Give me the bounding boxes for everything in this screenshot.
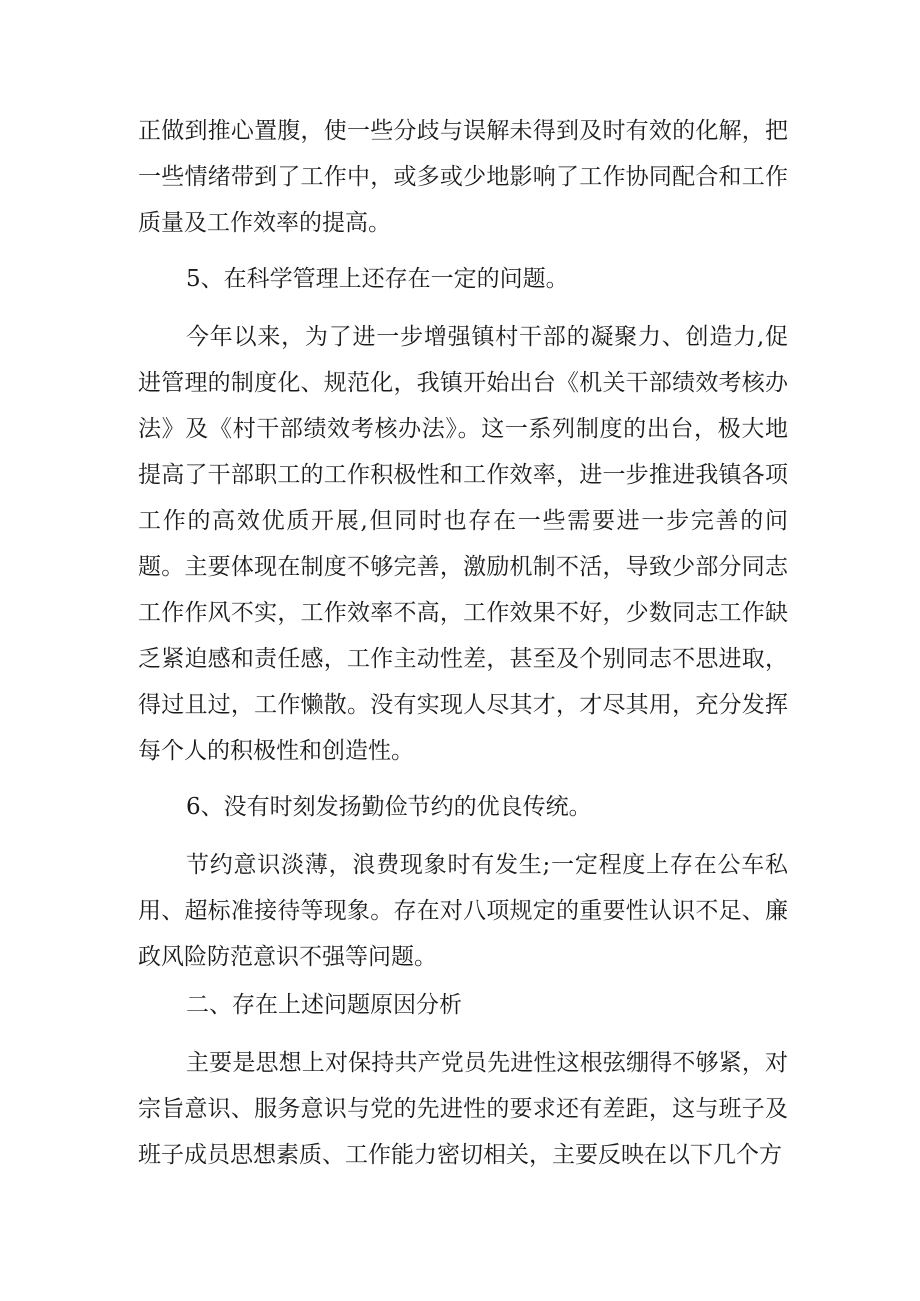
document-page — [138, 108, 788, 1178]
paragraph-continuation: 正做到推心置腹，使一些分歧与误解未得到及时有效的化解，把一些情绪带到了工作中，或多或少地影响了工作协同配合和工作质量及工作效率的提高。 — [138, 118, 788, 236]
paragraph-management: 今年以来，为了进一步增强镇村干部的凝聚力、创造力,促进管理的制度化、规范化，我镇开始出台《机关干部绩效考核办法》及《村干部绩效考核办法》。这一系列制度的出台，极大地提高了干部职工的工作积极性和工作效率，进一步推进我镇各项工作的高效优质开展,但同时也存在一些需要进一步完善的问题。主要体现在制度不够完善，激励机制不活，导致少部分同志工作作风不实，工作效率不高，工作效果不好，少数同志工作缺乏紧迫感和责任感，工作主动性差，甚至及个别同志不思进取，得过且过，工作懒散。没有实现人尽其才，才尽其用，充分发挥每个人的积极性和创造性。 — [138, 324, 788, 764]
paragraph-frugality: 节约意识淡薄，浪费现象时有发生;一定程度上存在公车私用、超标准接待等现象。存在对八项规定的重要性认识不足、廉政风险防范意识不强等问题。 — [138, 852, 788, 970]
section-heading-6: 6、没有时刻发扬勤俭节约的优良传统。 — [186, 794, 592, 820]
paragraph-causes: 主要是思想上对保持共产党员先进性这根弦绷得不够紧，对宗旨意识、服务意识与党的先进性的要求还有差距，这与班子及班子成员思想素质、工作能力密切相关，主要反映在以下几个方 — [138, 1050, 788, 1168]
section-heading-5: 5、在科学管理上还存在一定的问题。 — [186, 266, 569, 292]
section-heading-causes: 二、存在上述问题原因分析 — [186, 992, 462, 1018]
